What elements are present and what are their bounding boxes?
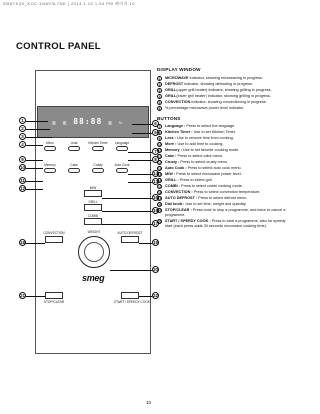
item-number-badge: 22	[158, 219, 162, 224]
leader-line	[26, 181, 43, 182]
label-start: START / SPEEDY COOK	[114, 300, 150, 304]
item-number-badge: 13	[158, 161, 162, 166]
item-text: Press to select crusty menu.	[179, 160, 229, 165]
description-item	[157, 148, 293, 153]
label-mw: M/W	[89, 186, 97, 190]
item-number-badge: 12	[158, 155, 162, 160]
leader-line	[102, 198, 152, 199]
dial-knob-inner	[84, 242, 104, 262]
description-item	[157, 172, 293, 177]
item-term: CONVECTION :	[165, 190, 193, 195]
mw-button[interactable]	[84, 190, 102, 197]
description-item	[157, 178, 293, 183]
label-grill: GRILL	[88, 200, 98, 204]
callout-20: 20	[153, 267, 159, 272]
item-term: COMBI :	[165, 184, 180, 189]
item-term: Less :	[165, 136, 176, 141]
item-term: M/W :	[165, 172, 176, 177]
label-language: Language	[114, 141, 130, 145]
description-item	[157, 208, 293, 218]
item-number-badge: 15	[158, 173, 162, 178]
item-number-badge: 21	[158, 209, 162, 214]
item-term: Kitchen Timer :	[165, 130, 193, 135]
label-combi: COMBI	[87, 214, 99, 218]
leader-line	[26, 168, 43, 169]
leader-line	[128, 182, 152, 183]
label-auto-defrost: AUTO DEFROST	[117, 231, 143, 235]
item-text: % percentage microwave power level indicator.	[165, 105, 245, 110]
description-item	[157, 136, 293, 141]
item-text: Use to remove time from cooking.	[175, 136, 234, 141]
memory-button[interactable]	[44, 168, 56, 173]
leader-line	[132, 133, 152, 134]
label-weight: WEIGHT	[87, 230, 101, 234]
leader-line	[26, 145, 43, 146]
description-item	[157, 190, 293, 195]
description-item	[157, 88, 293, 93]
stop-clear-button[interactable]	[45, 292, 63, 299]
display-icon-1: ▥	[52, 120, 57, 125]
callout-11: 11	[20, 178, 25, 183]
item-text: Press once to stop a programme, and twice to cancel a programme.	[165, 208, 286, 217]
item-number-badge: 4	[158, 94, 161, 99]
micro-button[interactable]	[44, 146, 56, 151]
leader-line	[26, 296, 45, 297]
item-number-badge: 2	[158, 82, 161, 87]
combi-button[interactable]	[84, 218, 102, 225]
convection-button[interactable]	[45, 236, 63, 243]
description-item	[157, 154, 293, 159]
description-item	[157, 82, 293, 87]
callout-10: 10	[20, 165, 26, 170]
item-number-badge: 7	[158, 125, 161, 130]
display-window-section	[157, 68, 293, 230]
leader-line	[102, 211, 152, 212]
leader-line	[139, 296, 152, 297]
item-text: Use to set Kitchen Timer.	[192, 130, 236, 135]
description-item	[157, 219, 293, 229]
callout-8: 8	[152, 156, 159, 163]
description-item	[157, 94, 293, 99]
label-lista: Lista	[70, 141, 78, 145]
page-number: 10	[146, 400, 152, 405]
item-term: Auto Cook :	[165, 166, 187, 171]
description-item	[157, 184, 293, 189]
label-auto-cook: Auto Cook	[114, 163, 130, 167]
crusty-button[interactable]	[92, 168, 104, 173]
leader-line	[128, 174, 152, 175]
callout-3: 3	[19, 133, 26, 140]
item-text: (lower grill heater) indicator, showing grilling in progress.	[176, 93, 271, 98]
display-percent: %	[118, 120, 124, 125]
callout-2: 2	[19, 125, 26, 132]
leader-line	[26, 243, 45, 244]
callout-7: 7	[152, 148, 159, 155]
buttons-heading: BUTTONS	[157, 115, 181, 121]
kitchen-timer-button[interactable]	[92, 146, 104, 151]
callout-18: 18	[20, 240, 26, 245]
leader-line	[139, 243, 152, 244]
description-item	[157, 124, 293, 129]
item-text: (upper grill heater) indicator, showing grilling in progress.	[176, 87, 272, 92]
label-kitchen-timer: Kitchen Timer	[88, 141, 108, 145]
item-term: Memory :	[165, 148, 182, 153]
display-window-list	[157, 76, 293, 111]
item-text: Press to select defrost menu.	[197, 196, 248, 201]
item-text: Use to set time, weight and quantity.	[184, 202, 247, 207]
leader-line	[26, 160, 43, 161]
display-icon-3: ▥	[108, 120, 113, 125]
description-item	[157, 166, 293, 171]
item-number-badge: 5	[158, 100, 161, 105]
item-term: Language :	[165, 124, 186, 129]
description-item	[157, 106, 293, 111]
display-icon-2: ▥	[62, 120, 68, 125]
item-term: CONVECTION	[165, 99, 191, 104]
item-text: Press to select microwave power level.	[175, 172, 242, 177]
item-term: GRILL :	[165, 178, 179, 183]
description-item	[157, 160, 293, 165]
item-number-badge: 9	[158, 137, 161, 142]
item-term: AUTO DEFROST :	[165, 196, 198, 201]
item-term: DEFROST	[165, 81, 184, 86]
callout-12: 12	[20, 186, 26, 191]
item-text: Press to start a programme, also for speedy start (each press adds 30 seconds microwave cooking time).	[165, 218, 286, 228]
callout-4: 4	[19, 141, 26, 148]
item-term: Cake :	[165, 154, 177, 159]
callout-15: 15	[153, 195, 159, 200]
callout-1: 1	[19, 117, 26, 124]
item-text: Press to select cake menu.	[176, 154, 224, 159]
callout-14: 14	[153, 171, 159, 176]
item-number-badge: 6	[158, 106, 161, 111]
item-text: Press to select the language.	[185, 124, 236, 129]
item-term: GRILL	[165, 87, 177, 92]
leader-line	[102, 224, 152, 225]
item-number-badge: 3	[158, 88, 161, 93]
grill-button[interactable]	[84, 204, 102, 211]
item-number-badge: 8	[158, 131, 161, 136]
print-header-text: SM8TK3X_KOC-1N8V3L7NE | 2014.1.15 1:54 PM 페이지 10	[3, 1, 136, 6]
leader-line	[26, 121, 48, 122]
leader-line	[26, 137, 52, 138]
auto-cook-button[interactable]	[116, 168, 128, 173]
language-button[interactable]	[116, 146, 128, 151]
callout-21: 21	[20, 293, 26, 298]
leader-line	[110, 270, 152, 271]
page-title: CONTROL PANEL	[16, 41, 101, 52]
item-number-badge: 14	[158, 167, 162, 172]
label-crusty: Crusty	[93, 163, 103, 167]
item-term: STOP/CLEAR :	[165, 208, 192, 213]
item-term: GRILL	[165, 93, 177, 98]
item-text: Press to select grill.	[178, 178, 213, 183]
display-time	[52, 117, 123, 126]
callout-6: 6	[152, 120, 159, 127]
leader-line	[26, 129, 50, 130]
start-button[interactable]	[121, 292, 139, 299]
item-number-badge: 19	[158, 197, 162, 202]
label-micro: Micro	[46, 141, 54, 145]
buttons-list	[157, 124, 293, 228]
item-term: Dial knob :	[165, 202, 185, 207]
item-text: indicator, showing convectioning in progress.	[190, 99, 267, 104]
description-item	[157, 100, 293, 105]
lista-button[interactable]	[68, 146, 80, 151]
leader-line	[132, 124, 152, 125]
callout-5: 5	[152, 129, 159, 136]
description-item	[157, 130, 293, 135]
item-number-badge: 10	[158, 143, 162, 148]
description-item	[157, 196, 293, 201]
auto-defrost-button[interactable]	[121, 236, 139, 243]
item-number-badge: 20	[158, 203, 162, 208]
callout-13: 13	[153, 179, 159, 184]
callout-17: 17	[153, 221, 159, 226]
item-term: MICROWAVE	[165, 75, 189, 80]
item-text: Press to select convection temperature.	[192, 190, 261, 195]
description-item	[157, 142, 293, 147]
label-cake: Cake	[70, 163, 78, 167]
display-time-digits: 88:88	[73, 117, 103, 126]
item-number-badge: 1	[158, 76, 161, 81]
item-number-badge: 11	[158, 149, 162, 154]
callout-19: 19	[153, 240, 159, 245]
label-memory: Memory	[44, 163, 56, 167]
item-text: indicator, showing defrosting in progress.	[183, 81, 254, 86]
leader-line	[26, 189, 43, 190]
item-number-badge: 16	[158, 179, 162, 184]
callout-9: 9	[19, 156, 26, 163]
description-item	[157, 76, 293, 81]
item-number-badge: 18	[158, 191, 162, 196]
description-item	[157, 202, 293, 207]
cake-button[interactable]	[68, 168, 80, 173]
callout-16: 16	[153, 208, 159, 213]
callout-22: 22	[153, 293, 159, 298]
item-text: Press to select auto cook menu.	[186, 166, 242, 171]
item-term: START / SPEEDY COOK :	[165, 218, 211, 223]
label-convection: CONVECTION	[43, 231, 65, 235]
item-text: Use to add time to cooking.	[176, 142, 224, 147]
smeg-logo: smeg	[82, 273, 105, 283]
item-text: Use to set favorite cooking mode.	[181, 148, 240, 153]
print-header	[0, 0, 300, 8]
leader-line	[128, 152, 152, 153]
item-term: More :	[165, 142, 177, 147]
item-number-badge: 17	[158, 185, 162, 190]
label-stop-clear: STOP/CLEAR	[43, 300, 65, 304]
leader-line	[128, 160, 152, 161]
item-text: indicator, showing microwaving in progress.	[188, 75, 263, 80]
item-term: Crusty :	[165, 160, 180, 165]
display-window-heading: DISPLAY WINDOW	[157, 67, 201, 72]
item-text: Press to select combi cooking mode.	[179, 184, 243, 189]
